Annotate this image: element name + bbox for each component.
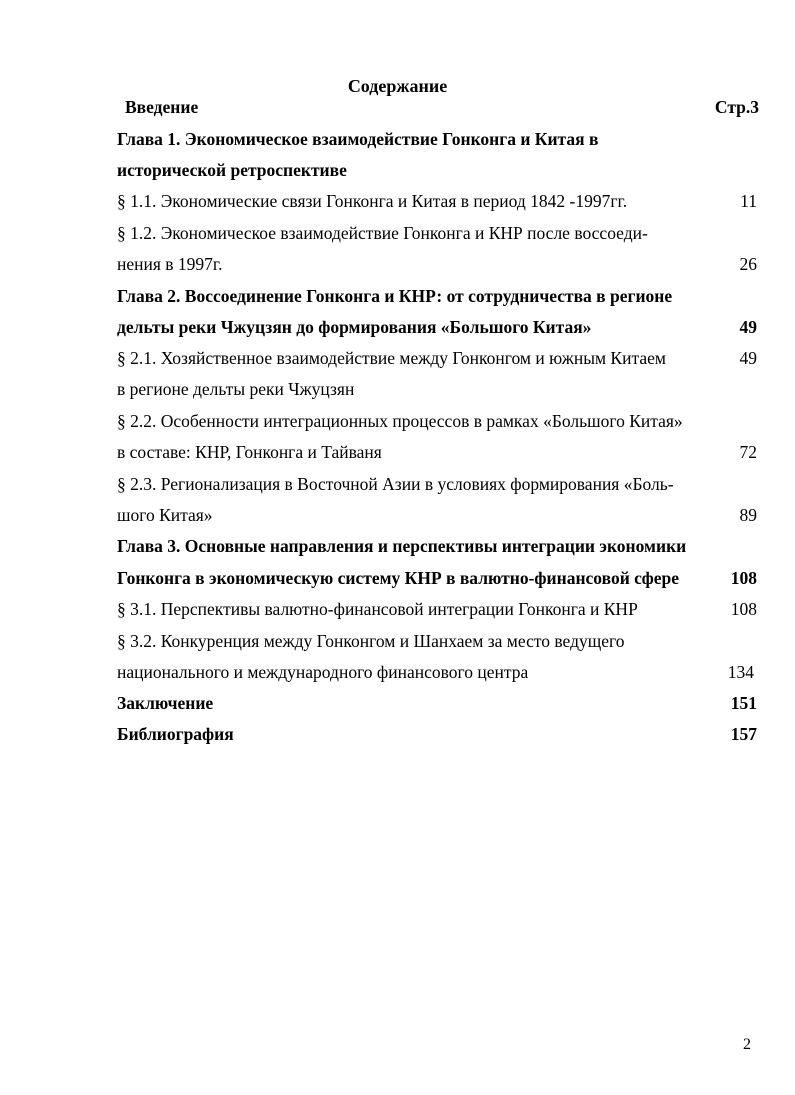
toc-chapter-3-page: 108 (730, 568, 757, 588)
toc-intro-label: Введение (125, 97, 199, 117)
toc-section-2-3-page: 89 (739, 505, 757, 525)
toc-chapter-2-line-2 (117, 316, 757, 338)
toc-section-2-1-line-1 (117, 347, 757, 369)
toc-section-2-2-text: в составе: КНР, Гонконга и Тайваня (117, 442, 382, 462)
page-number: 2 (743, 1036, 751, 1053)
toc-section-2-2-line-2 (117, 441, 757, 463)
toc-section-1-1-text: § 1.1. Экономические связи Гонконга и Китая в период 1842 -1997гг. (117, 191, 628, 211)
toc-section-3-2-line-2 (117, 661, 754, 683)
toc-chapter-2-text: дельты реки Чжуцзян до формирования «Большого Китая» (117, 317, 592, 337)
toc-conclusion-page: 151 (730, 693, 757, 713)
toc-section-2-1-page: 49 (739, 348, 757, 368)
toc-section-3-1 (117, 598, 757, 620)
toc-section-3-2-text: национального и международного финансового центра (117, 662, 529, 682)
toc-chapter-3-text: Гонконга в экономическую систему КНР в валютно-финансовой сфере (117, 568, 680, 588)
toc-section-1-1-page: 11 (740, 191, 757, 211)
toc-bibliography (117, 723, 757, 745)
toc-section-3-1-page: 108 (730, 599, 757, 619)
toc-section-1-1 (117, 190, 757, 212)
toc-chapter-2-page: 49 (739, 317, 757, 337)
toc-bibliography-page: 157 (730, 724, 757, 744)
toc-chapter-3-line-2 (117, 567, 757, 589)
toc-chapter-2-line-1: Глава 2. Воссоединение Гонконга и КНР: от сотрудничества в регионе (117, 286, 673, 306)
toc-title: Содержание (347, 76, 448, 96)
toc-section-2-1-line-2: в регионе дельты реки Чжуцзян (117, 379, 355, 399)
toc-section-2-1-text: § 2.1. Хозяйственное взаимодействие между Гонконгом и южным Китаем (117, 348, 666, 368)
toc-bibliography-label: Библиография (117, 724, 234, 744)
toc-chapter-3-line-1: Глава 3. Основные направления и перспективы интеграции экономики (117, 536, 687, 556)
toc-section-1-2-text: нения в 1997г. (117, 254, 223, 274)
toc-section-2-2-page: 72 (739, 442, 757, 462)
toc-chapter-1-line-2: исторической ретроспективе (117, 160, 347, 180)
toc-conclusion (117, 692, 757, 714)
toc-conclusion-label: Заключение (117, 693, 214, 713)
toc-section-2-2-line-1: § 2.2. Особенности интеграционных процессов в рамках «Большого Китая» (117, 411, 683, 431)
toc-section-3-2-line-1: § 3.2. Конкуренция между Гонконгом и Шанхаем за место ведущего (117, 631, 625, 651)
toc-section-1-2-line-1: § 1.2. Экономическое взаимодействие Гонконга и КНР после воссоеди- (117, 223, 648, 243)
toc-intro-page: Стр.3 (714, 97, 759, 117)
toc-section-1-2-line-2 (117, 253, 757, 275)
toc-section-3-2-page: 134 (727, 662, 754, 682)
toc-section-2-3-line-1: § 2.3. Регионализация в Восточной Азии в условиях формирования «Боль- (117, 474, 674, 494)
toc-section-2-3-text: шого Китая» (117, 505, 213, 525)
toc-intro (125, 96, 759, 118)
toc-section-1-2-page: 26 (739, 254, 757, 274)
toc-section-3-1-text: § 3.1. Перспективы валютно-финансовой интеграции Гонконга и КНР (117, 599, 638, 619)
toc-chapter-1-line-1: Глава 1. Экономическое взаимодействие Гонконга и Китая в (117, 129, 599, 149)
toc-section-2-3-line-2 (117, 504, 757, 526)
